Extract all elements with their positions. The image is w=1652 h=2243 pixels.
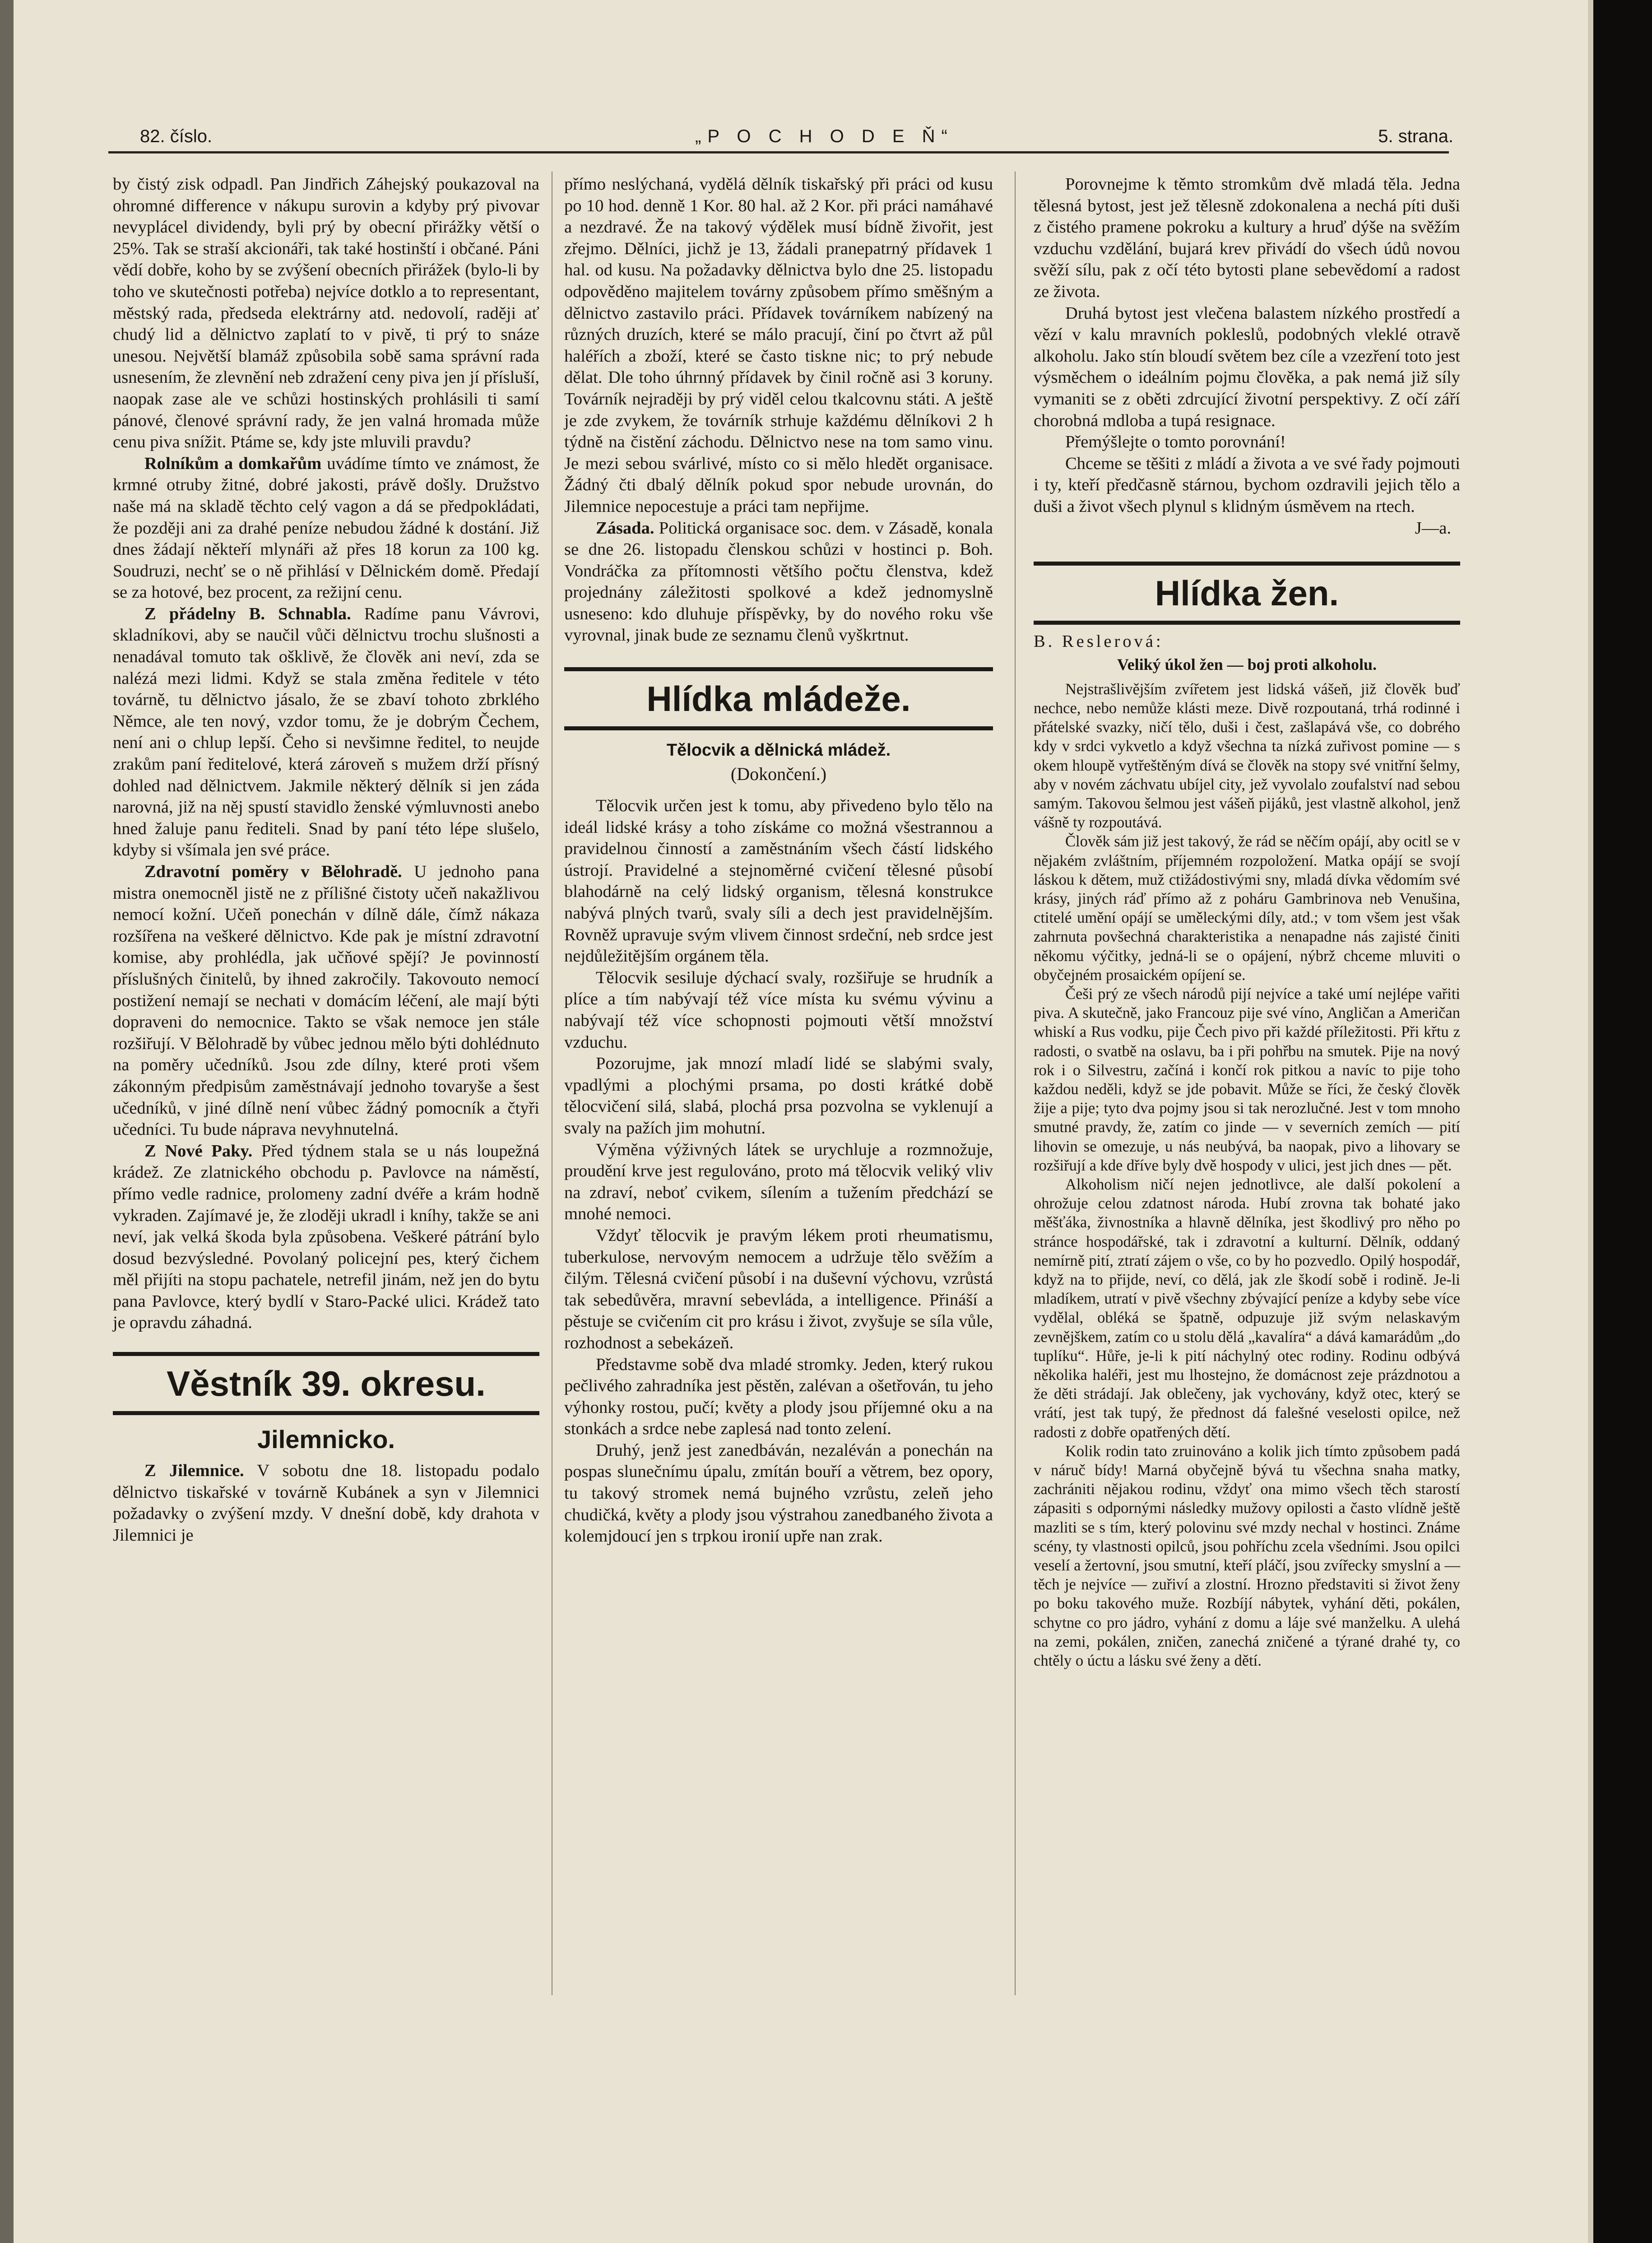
paragraph: Pozorujme, jak mnozí mladí lidé se slabými svaly, vpadlými a plochými prsama, po dosti krátké době tělocvičení silá, slabá, plochá prsa pozvolna se vyklenují a svaly na pažích jim mohutní.: [564, 1054, 993, 1138]
section-banner-youth: Hlídka mládeže.: [564, 667, 993, 730]
author-signature: J—a.: [1415, 518, 1451, 538]
paragraph: Chceme se těšiti z mládí a života a ve své řady pojmouti i ty, kteří předčasně stárnou, bychom ozdravili jejich tělo a duši a život všech plynul s klidným úsměvem na rtech.: [1034, 454, 1460, 516]
column-2: [564, 174, 993, 1547]
page-number: 5. strana.: [1378, 126, 1453, 146]
article-jilemnice: Z Jilemnice. V sobotu dne 18. listopadu podalo dělnictvo tiskařské v továrně Kubánek a syn v Jilemnici požadavky o zvýšení mzdy. V dnešní době, kdy drahota v Jilemnici je: [113, 1461, 539, 1545]
scan-left-shadow: [0, 0, 14, 2243]
scan-right-border: [1593, 0, 1652, 2243]
paragraph: Nejstrašlivějším zvířetem jest lidská vášeň, již člověk buď nechce, nebo nemůže klásti meze. Divě rozpoutaná, trhá rodinné i přátelské svazky, ničí tělo, duši i čest, zašlapává vše, co dobrého kdy v srdci vykvetlo a když všechna ta nízká zuřivost pomine — s okem hloupě vytřeštěným dívá se člověk na stopy své vnitřní šelmy, aby v novém záchvatu ubíjel city, jež vyvolalo zoufalství nad sebou samým. Takovou šelmou jest vášeň pijáků, jest vlastně alkohol, jenž vášně ty rozpoutává.: [1034, 680, 1460, 831]
paragraph: Představme sobě dva mladé stromky. Jeden, který rukou pečlivého zahradníka jest pěstěn, zalévan a ošetřován, tu jeho výhonky rostou, pučí; květy a plody jsou příjemné oku a na stonkách a srdce nebe zaplesá nad tonto zelení.: [564, 1355, 993, 1439]
article-lead: Z přádelny B. Schnabla.: [144, 604, 351, 623]
paragraph: Alkoholism ničí nejen jednotlivce, ale další pokolení a ohrožuje celou zdatnost národa. Hubí zrovna tak bohaté jako měšťáka, živnostníka a hlavně dělníka, jest škodlivý pro něho po stránce hospodářské, tak i zdravotní a kulturní. Dělník, oddaný nemírně pití, ztratí zájem o vše, co by ho pozvedlo. Opilý hospodář, když na to přijde, neví, co dělá, jak zle škodí sobě i rodině. Je-li mladíkem, utratí v pivě všechny zbývající peníze a kdyby sebe více vydělal, obléká se špatně, odpuzuje již svým nelaskavým zevnějškem, zatím co u stolu dělá „kavalíra“ a dává kamarádům „do tuplíku“. Hůře, je-li k pití náchylný otec rodiny. Rodinu odbývá několika haléři, jest mu lhostejno, že domácnost zeje prázdnotou a že děti strádají. Jak oblečeny, jak vychovány, když otec, který se vrátí, jest tak tupý, že přednost dá falešné veselosti opilce, než radosti z dobře opatřených dětí.: [1034, 1175, 1460, 1441]
paragraph: Druhý, jenž jest zanedbáván, nezaléván a ponechán na pospas slunečnímu úpalu, zmítán bouří a větrem, bez opory, tu takový stromek nemá bujného vzrůstu, zeleň jeho chudičká, květy a plody jsou výstrahou zanedbaného života a kolemjdoucí jen s trpkou ironií upře nan zrak.: [564, 1440, 993, 1546]
article-title: Tělocvik a dělnická mládež.: [666, 741, 891, 760]
article-author: B. Reslerová:: [1034, 632, 1164, 651]
article-brewery: by čistý zisk odpadl. Pan Jindřich Záhejský poukazoval na ohromné difference v nákupu surovin a kdyby prý pivovar nevyplácel dividendy, byli prý by obecní přirážky větší o 25%. Tak se straší akcionáři, tak také hostinští i občané. Páni vědí dobře, koho by se zvýšení obecních přirážek (bylo-li by toho ve skutečnosti potřeba) nejvíce dotklo a to representant, městský rada, předseda elektrárny atd. nedovolí, raději ať chudý lid a dělnictvo zaplatí to v pivě, ti prý to snáze unesou. Největší blamáž způsobila sobě sama správní rada usnesením, že zlevnění neb zdražení ceny piva jen jí přísluší, naopak zase ale ve schůzi hostinských prohlásili ti samí pánové, členové správní rady, že jen valná hromada může cenu piva snížit. Ptáme se, kdy jste mluvili pravdu?: [113, 175, 539, 452]
article-lead: Z Jilemnice.: [144, 1461, 244, 1481]
article-subtitle: (Dokončení.): [730, 764, 827, 785]
article-title: Veliký úkol žen — boj proti alkoholu.: [1117, 655, 1377, 673]
section-banner-women: Hlídka žen.: [1034, 562, 1460, 625]
column-divider: [1015, 172, 1016, 1995]
paragraph: Tělocvik určen jest k tomu, aby přivedeno bylo tělo na ideál lidské krásy a toho získáme co možná všestrannou a pravidelnou činností a zaměstnáním všech částí lidského ústrojí. Pravidelné a stejnoměrné cvičení tělesné působí blahodárně na celý lidský organism, tělesná konstrukce nabývá plných tvarů, svaly síli a dech jest pravidelnějším. Rovněž upravuje svým vlivem činnost srdeční, neb srdce jest nejdůležitějším orgánem těla.: [564, 796, 993, 966]
paragraph: Člověk sám již jest takový, že rád se něčím opájí, aby ocitl se v nějakém zvláštním, příjemném rozpoložení. Matka opájí se svojí láskou k dětem, muž ctižádostivými sny, mladá dívka vědomím své krásy, jiných ráď přímo až z poháru Gambrinova neb Venušina, ctitelé umění opájí se uměleckými díly, atd.; v tom všem jest však zahrnuta povšechná charakteristika a nenapadne nás zajisté činiti někomu výčitky, jedná-li se o opájení, nýbrž chceme mluviti o obyčejném prosaickém opíjení se.: [1034, 833, 1460, 984]
article-lead: Rolníkům a domkařům: [144, 454, 322, 473]
paragraph: Výměna výživných látek se urychluje a rozmnožuje, proudění krve jest regulováno, proto má tělocvik veliký vliv na zdraví, neboť cvikem, sílením a tužením předchází se mnohé nemoci.: [564, 1140, 993, 1224]
paragraph: Kolik rodin tato zruinováno a kolik jich tímto způsobem padá v náruč bídy! Marná obyčejně bývá tu všechna snaha matky, zachrániti nějakou rodinu, vždyť ona mimo všech těch starostí zápasiti s odpornými následky mužovy opilosti a často vlídně ještě mazliti se s tím, který polovinu své mzdy nechal v hostinci. Známe scény, ty vlastnosti opilců, jsou pohříchu zcela všedními. Jsou opilci veselí a žertovní, jsou smutní, kteří pláčí, jsou zvířecky smyslní a — těch je nejvíce — zuřiví a zlostní. Hrozno představiti si život ženy po boku takového muže. Rozbíjí nábytek, vyhání děti, pokálen, schytne co pro jádro, vyhání z domu a láje své manželku. A ulehá na zemi, pokálen, zničen, zanechá zničené a týrané drahé ty, co chtěly o úctu a lásku své ženy a dětí.: [1034, 1442, 1460, 1670]
article-jilemnice-cont: přímo neslýchaná, vydělá dělník tiskařský při práci od kusu po 10 hod. denně 1 Kor. 80 hal. až 2 Kor. při práci namáhavé a nezdravé. Že na takový výdělek musí bídně živořit, jest zřejmo. Dělníci, jichž je 13, žádali pranepatrný přídavek 1 hal. od kusu. Na požadavky dělnictva bylo dne 25. listopadu odpověděno majitelem továrny způsobem přímo směšným a dělnictvo zastavilo práci. Přídavek továrníkem nabízený na různých druzích, které se málo pracují, činí po čtvrt až půl haléřích a zboží, které se často tiskne nic; to prý nebude dělat. Dle toho úhrnný přídavek by činil ročně asi 3 koruny. Továrník nejraději by prý viděl celou tkalcovnu státi. A ještě je zde zvykem, že továrník strhuje každému dělníkovi 2 h týdně na čistění záchodu. Dělnictvo nese na tom samo vinu. Je mezi sebou svárlivé, místo co si mělo hledět organisace. Žádný čti dbalý dělník pokud spor nebude urovnán, do Jilemnice nepocestuje a práci tam nepřijme.: [564, 175, 993, 516]
article-nova-paka: Z Nové Paky. Před týdnem stala se u nás loupežná krádež. Ze zlatnického obchodu p. Pavlovce na náměstí, přímo vedle radnice, prolomeny zadní dvéře a krám hodně vykraden. Zajímavé je, že zloději ukradl i kníhy, takže se ani neví, jak velká škoda byla způsobena. Veškeré pátrání bylo dosud bezvýsledné. Povolaný policejní pes, který čichem měl přijíti na stopu pachatele, netrefil jinám, než jen do bytu pana Pavlovce, který bydlí v Staro-Packé ulici. Krádež tato je opravdu záhadná.: [113, 1141, 539, 1333]
column-1: [113, 174, 539, 1546]
header-rule: [108, 151, 1449, 153]
paragraph: Přemýšlejte o tomto porovnání!: [1065, 432, 1286, 452]
paragraph: Češi prý ze všech národů pijí nejvíce a také umí nejlépe vařiti piva. A skutečně, jako Francouz pije své víno, Angličan a Američan whiskí a Rus vodku, pije Čech pivo při každé příležitosti. Při křtu z radosti, o svatbě na oslavu, ba i při pohřbu na smutek. Pije na nový rok i o Silvestru, začíná i končí rok pitkou a navíc to pije toho každou neděli, když se jde pobavit. Může se říci, že český člověk žije a pije; tyto dva pojmy jsou si tak nerozlučné. Jest v tom mnoho smutné pravdy, že, zatím co jinde — v severních zemích — pití lihovin se omezuje, u nás neubývá, ba naopak, pivo a lihovary se rozšiřují a kde dříve byly dvě hospody v ulici, jest jich dnes — pět.: [1034, 985, 1460, 1174]
issue-number: 82. číslo.: [140, 126, 213, 146]
article-farmers: Rolníkům a domkařům uvádíme tímto ve známost, že krmné otruby žitné, dobré jakosti, právě došly. Družstvo naše má na skladě těchto celý vagon a dá se předpokládati, že později ani za drahé peníze nebudou žádné k dostání. Již dnes žádají někteří mlynáři až přes 18 korun za 100 kg. Soudruzi, nechť se o ně přihlásí v Dělnickém domě. Předají se za hotové, bez procent, za režijní cenu.: [113, 454, 540, 602]
paragraph: Vždyť tělocvik je pravým lékem proti rheumatismu, tuberkulose, nervovým nemocem a udržuje tělo svěžím a čilým. Tělesná cvičení působí i na duševní výchovu, vzrůstá tak sebedůvěra, mravní sebevláda, a intelligence. Přináší a pěstuje se cvičením cit pro krásu i život, zvyšuje se síla vůle, rozhodnost a sebekázeň.: [564, 1226, 993, 1352]
article-spinning-mill: Z přádelny B. Schnabla. Radíme panu Vávrovi, skladníkovi, aby se naučil vůči dělnictvu trochu slušnosti a nenadával tomuto tak ošklivě, že člověk ani neví, zda se nalézá mezi lidmi. Když se stala změna ředitele v této továrně, tu dělnictvo jásalo, že se zbaví tohoto zbrklého Němce, ale ten nový, vzdor tomu, že je dobrým Čechem, není ani o chlup lepší. Čeho si nevšimne ředitel, to neujde zrakům paní ředitelové, která zároveň s mužem drží přísný dohled nad dělnictvem. Jakmile některý dělník si jen záda narovná, již na něj spustí stavidlo ženské výmluvnosti anebo hned žaluje panu řediteli. Snad by paní této lépe slušelo, kdyby si všímala jen své práce.: [113, 604, 539, 860]
subsection-heading: Jilemnicko.: [257, 1425, 395, 1454]
paragraph: Porovnejme k těmto stromkům dvě mladá těla. Jedna tělesná bytost, jest jež tělesně zdokonalena a nechá píti duši z čistého pramene pokroku a kultury a hruď dýše na svěžím vzduchu vzdělání, bujará krev přivádí do všech údů novou svěží sílu, pak z očí této bytosti plane sebevědomí a radost ze života.: [1034, 175, 1460, 301]
paragraph: Druhá bytost jest vlečena balastem nízkého prostředí a vězí v kalu mravních pokleslů, podobných vleklé otravě alkoholu. Jako stín bloudí světem bez cíle a vzezření toto jest výsměchem o ideálním pojmu člověka, a pak nemá již síly vymaniti se z oběti zdrcující životní perspektivy. Z očí září chorobná mdloba a tupá resignace.: [1034, 303, 1460, 430]
article-lead: Zdravotní poměry v Bělohradě.: [144, 862, 402, 881]
article-zasada: Zásada. Politická organisace soc. dem. v Zásadě, konala se dne 26. listopadu členskou schůzi v hostinci p. Boh. Vondráčka za přítomnosti většího počtu členstva, kdež projednány záležitosti spolkové a kdež jednomyslně usneseno: kdo dluhuje příspěvky, by do nového roku vše vyrovnal, jinak bude ze seznamu členů vyškrtnut.: [564, 518, 993, 645]
article-lead: Zásada.: [596, 518, 654, 538]
paragraph: Tělocvik sesiluje dýchací svaly, rozšiřuje se hrudník a plíce a tím nabývají též více místa ku svému vývinu a nabývají též více schopnosti pojmouti větší množství vzduchu.: [564, 968, 993, 1052]
article-lead: Z Nové Paky.: [144, 1141, 253, 1161]
section-banner-district: Věstník 39. okresu.: [113, 1352, 539, 1415]
newspaper-title: „P O C H O D E Ň“: [695, 126, 954, 146]
article-health: Zdravotní poměry v Bělohradě. U jednoho pana mistra onemocněl jistě ne z přílišné čistoty učeň nakažlivou nemocí kožní. Učeň ponechán v dílně dále, čímž nákaza rozšířena na veškeré dělnictvo. Kde pak je místní zdravotní komise, aby prohlédla, jak učňové spějí? Je povinností příslušných činitelů, by ihned zakročily. Takovouto nemocí postižení nemají se nechati v domácím léčení, ale mají býti dopraveni do nemocnice. Takto se však nemoce jen stále rozšiřují. V Bělohradě by vůbec jednou mělo býti dohlédnuto na poměry učedníků. Jsou zde dílny, které proti všem zákonným předpisům zaměstnávají jednoho tovaryše a šest učedníků, v jiné dílně není vůbec žádný pomocník a čtyři učedníci. Tu bude náprava nevyhnutelná.: [113, 862, 539, 1139]
column-3: [1034, 174, 1460, 1670]
article-body: [1034, 680, 1460, 1671]
